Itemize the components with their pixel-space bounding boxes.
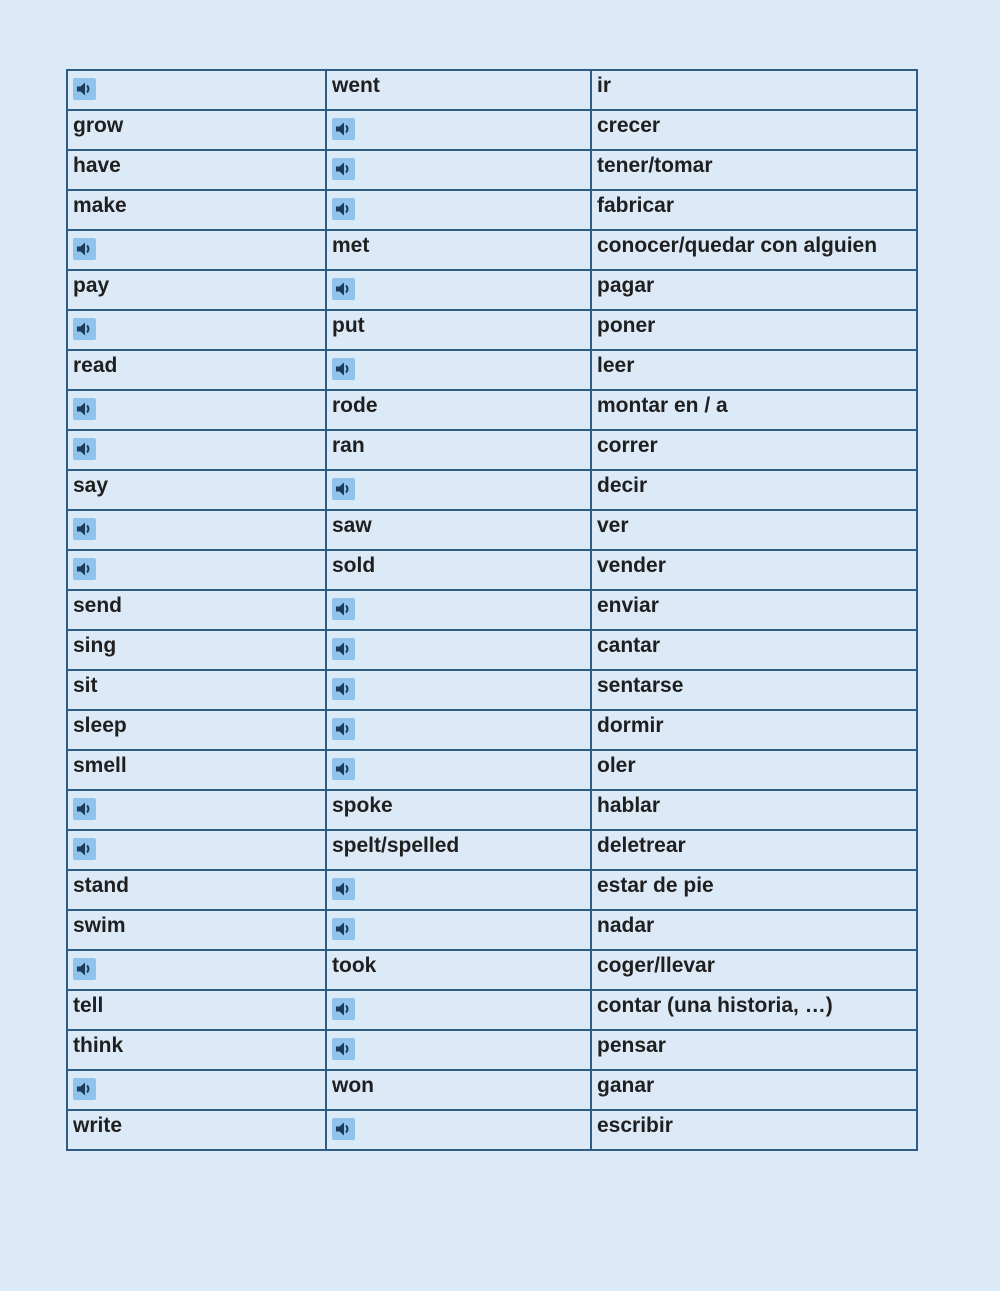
spanish-translation-cell (591, 110, 917, 150)
audio-play-button[interactable] (332, 718, 355, 740)
verb-table-body (67, 70, 917, 1150)
infinitive-cell (67, 630, 326, 670)
spanish-translation-text: ganar (597, 1074, 655, 1097)
past-simple-cell (326, 990, 591, 1030)
speaker-icon (76, 561, 93, 577)
spanish-translation-cell (591, 390, 917, 430)
table-row (67, 710, 917, 750)
infinitive-text: read (73, 354, 118, 377)
audio-play-button[interactable] (73, 398, 96, 420)
past-simple-cell (326, 830, 591, 870)
speaker-icon (335, 201, 352, 217)
audio-play-button[interactable] (332, 1038, 355, 1060)
table-row (67, 1110, 917, 1150)
spanish-translation-text: montar en / a (597, 394, 728, 417)
audio-play-button[interactable] (332, 1118, 355, 1140)
table-row (67, 510, 917, 550)
infinitive-cell (67, 910, 326, 950)
verb-table (66, 69, 918, 1151)
table-row (67, 390, 917, 430)
infinitive-cell (67, 270, 326, 310)
spanish-translation-text: correr (597, 434, 658, 457)
infinitive-text: grow (73, 114, 124, 137)
speaker-icon (76, 801, 93, 817)
spanish-translation-text: pagar (597, 274, 655, 297)
spanish-translation-text: vender (597, 554, 666, 577)
past-simple-cell (326, 430, 591, 470)
infinitive-cell (67, 950, 326, 990)
spanish-translation-cell (591, 70, 917, 110)
table-row (67, 910, 917, 950)
infinitive-text: think (73, 1034, 124, 1057)
past-simple-cell (326, 1030, 591, 1070)
table-row (67, 230, 917, 270)
infinitive-cell (67, 990, 326, 1030)
spanish-translation-text: hablar (597, 794, 661, 817)
spanish-translation-cell (591, 150, 917, 190)
spanish-translation-cell (591, 990, 917, 1030)
spanish-translation-cell (591, 190, 917, 230)
spanish-translation-text: fabricar (597, 194, 675, 217)
past-simple-cell (326, 510, 591, 550)
infinitive-text: send (73, 594, 123, 617)
spanish-translation-cell (591, 1070, 917, 1110)
past-simple-text: won (332, 1074, 374, 1097)
speaker-icon (76, 81, 93, 97)
past-simple-text: ran (332, 434, 365, 457)
table-row (67, 190, 917, 230)
speaker-icon (335, 601, 352, 617)
speaker-icon (335, 1121, 352, 1137)
spanish-translation-text: pensar (597, 1034, 666, 1057)
audio-play-button[interactable] (332, 118, 355, 140)
past-simple-cell (326, 390, 591, 430)
spanish-translation-cell (591, 630, 917, 670)
spanish-translation-cell (591, 230, 917, 270)
infinitive-cell (67, 750, 326, 790)
spanish-translation-cell (591, 1030, 917, 1070)
infinitive-text: stand (73, 874, 130, 897)
speaker-icon (76, 521, 93, 537)
past-simple-cell (326, 230, 591, 270)
infinitive-cell (67, 390, 326, 430)
speaker-icon (335, 481, 352, 497)
audio-play-button[interactable] (73, 1078, 96, 1100)
infinitive-cell (67, 70, 326, 110)
infinitive-cell (67, 430, 326, 470)
table-row (67, 110, 917, 150)
past-simple-text: met (332, 234, 370, 257)
spanish-translation-text: poner (597, 314, 656, 337)
audio-play-button[interactable] (332, 918, 355, 940)
spanish-translation-text: nadar (597, 914, 655, 937)
speaker-icon (335, 881, 352, 897)
past-simple-text: rode (332, 394, 378, 417)
infinitive-text: tell (73, 994, 104, 1017)
table-row (67, 590, 917, 630)
speaker-icon (335, 761, 352, 777)
audio-play-button[interactable] (332, 198, 355, 220)
past-simple-cell (326, 590, 591, 630)
past-simple-cell (326, 550, 591, 590)
table-row (67, 790, 917, 830)
table-row (67, 470, 917, 510)
audio-play-button[interactable] (73, 438, 96, 460)
spanish-translation-cell (591, 710, 917, 750)
past-simple-cell (326, 670, 591, 710)
infinitive-cell (67, 1030, 326, 1070)
spanish-translation-text: ir (597, 74, 612, 97)
past-simple-text: went (332, 74, 380, 97)
spanish-translation-text: decir (597, 474, 648, 497)
table-row (67, 150, 917, 190)
audio-play-button[interactable] (332, 998, 355, 1020)
table-row (67, 630, 917, 670)
audio-play-button[interactable] (73, 958, 96, 980)
spanish-translation-cell (591, 750, 917, 790)
audio-play-button[interactable] (332, 598, 355, 620)
table-row (67, 430, 917, 470)
audio-play-button[interactable] (332, 678, 355, 700)
table-row (67, 670, 917, 710)
speaker-icon (335, 681, 352, 697)
spanish-translation-cell (591, 670, 917, 710)
spanish-translation-text: coger/llevar (597, 954, 715, 977)
past-simple-cell (326, 870, 591, 910)
infinitive-cell (67, 1070, 326, 1110)
audio-play-button[interactable] (73, 838, 96, 860)
infinitive-text: have (73, 154, 121, 177)
audio-play-button[interactable] (332, 758, 355, 780)
spanish-translation-cell (591, 510, 917, 550)
past-simple-text: spoke (332, 794, 393, 817)
audio-play-button[interactable] (332, 158, 355, 180)
table-row (67, 750, 917, 790)
infinitive-cell (67, 870, 326, 910)
table-row (67, 310, 917, 350)
past-simple-cell (326, 470, 591, 510)
past-simple-text: saw (332, 514, 372, 537)
audio-play-button[interactable] (332, 478, 355, 500)
audio-play-button[interactable] (73, 318, 96, 340)
past-simple-text: sold (332, 554, 376, 577)
past-simple-cell (326, 710, 591, 750)
spanish-translation-cell (591, 950, 917, 990)
spanish-translation-text: deletrear (597, 834, 686, 857)
past-simple-cell (326, 110, 591, 150)
table-row (67, 350, 917, 390)
audio-play-button[interactable] (73, 798, 96, 820)
speaker-icon (76, 321, 93, 337)
infinitive-cell (67, 670, 326, 710)
spanish-translation-text: leer (597, 354, 635, 377)
speaker-icon (76, 961, 93, 977)
table-row (67, 1070, 917, 1110)
spanish-translation-text: oler (597, 754, 636, 777)
infinitive-text: swim (73, 914, 126, 937)
infinitive-cell (67, 350, 326, 390)
table-row (67, 1030, 917, 1070)
audio-play-button[interactable] (73, 238, 96, 260)
past-simple-cell (326, 630, 591, 670)
speaker-icon (335, 161, 352, 177)
table-row (67, 990, 917, 1030)
spanish-translation-text: conocer/quedar con alguien (597, 234, 878, 257)
table-row (67, 950, 917, 990)
audio-play-button[interactable] (332, 358, 355, 380)
spanish-translation-cell (591, 1110, 917, 1150)
speaker-icon (335, 721, 352, 737)
spanish-translation-text: enviar (597, 594, 659, 617)
table-row (67, 70, 917, 110)
spanish-translation-cell (591, 590, 917, 630)
past-simple-text: took (332, 954, 377, 977)
past-simple-cell (326, 150, 591, 190)
infinitive-cell (67, 150, 326, 190)
audio-play-button[interactable] (73, 518, 96, 540)
infinitive-cell (67, 710, 326, 750)
speaker-icon (76, 441, 93, 457)
table-row (67, 830, 917, 870)
infinitive-text: sit (73, 674, 98, 697)
infinitive-cell (67, 110, 326, 150)
speaker-icon (335, 1001, 352, 1017)
speaker-icon (335, 281, 352, 297)
past-simple-cell (326, 1070, 591, 1110)
table-row (67, 870, 917, 910)
spanish-translation-cell (591, 430, 917, 470)
audio-play-button[interactable] (332, 878, 355, 900)
infinitive-text: say (73, 474, 109, 497)
table-row (67, 550, 917, 590)
past-simple-cell (326, 70, 591, 110)
spanish-translation-text: dormir (597, 714, 664, 737)
speaker-icon (335, 921, 352, 937)
infinitive-cell (67, 830, 326, 870)
spanish-translation-cell (591, 830, 917, 870)
spanish-translation-cell (591, 870, 917, 910)
past-simple-cell (326, 270, 591, 310)
past-simple-cell (326, 350, 591, 390)
infinitive-cell (67, 230, 326, 270)
past-simple-cell (326, 750, 591, 790)
speaker-icon (335, 641, 352, 657)
speaker-icon (76, 241, 93, 257)
spanish-translation-cell (591, 790, 917, 830)
table-row (67, 270, 917, 310)
infinitive-text: smell (73, 754, 127, 777)
past-simple-cell (326, 310, 591, 350)
speaker-icon (335, 121, 352, 137)
spanish-translation-text: sentarse (597, 674, 684, 697)
infinitive-cell (67, 510, 326, 550)
spanish-translation-cell (591, 270, 917, 310)
infinitive-cell (67, 590, 326, 630)
spanish-translation-cell (591, 550, 917, 590)
spanish-translation-text: crecer (597, 114, 661, 137)
infinitive-text: sing (73, 634, 117, 657)
audio-play-button[interactable] (332, 638, 355, 660)
infinitive-text: make (73, 194, 127, 217)
infinitive-text: pay (73, 274, 110, 297)
spanish-translation-text: escribir (597, 1114, 673, 1137)
infinitive-text: write (73, 1114, 123, 1137)
speaker-icon (335, 361, 352, 377)
speaker-icon (76, 841, 93, 857)
infinitive-cell (67, 550, 326, 590)
past-simple-text: put (332, 314, 365, 337)
infinitive-cell (67, 790, 326, 830)
past-simple-text: spelt/spelled (332, 834, 460, 857)
spanish-translation-cell (591, 350, 917, 390)
past-simple-cell (326, 190, 591, 230)
spanish-translation-text: contar (una historia, …) (597, 994, 833, 1017)
spanish-translation-text: ver (597, 514, 629, 537)
spanish-translation-text: cantar (597, 634, 661, 657)
spanish-translation-cell (591, 470, 917, 510)
infinitive-text: sleep (73, 714, 127, 737)
speaker-icon (76, 1081, 93, 1097)
past-simple-cell (326, 790, 591, 830)
speaker-icon (335, 1041, 352, 1057)
infinitive-cell (67, 470, 326, 510)
past-simple-cell (326, 1110, 591, 1150)
infinitive-cell (67, 310, 326, 350)
past-simple-cell (326, 950, 591, 990)
spanish-translation-text: estar de pie (597, 874, 714, 897)
past-simple-cell (326, 910, 591, 950)
infinitive-cell (67, 190, 326, 230)
infinitive-cell (67, 1110, 326, 1150)
spanish-translation-cell (591, 310, 917, 350)
audio-play-button[interactable] (73, 78, 96, 100)
audio-play-button[interactable] (73, 558, 96, 580)
audio-play-button[interactable] (332, 278, 355, 300)
spanish-translation-text: tener/tomar (597, 154, 713, 177)
speaker-icon (76, 401, 93, 417)
spanish-translation-cell (591, 910, 917, 950)
